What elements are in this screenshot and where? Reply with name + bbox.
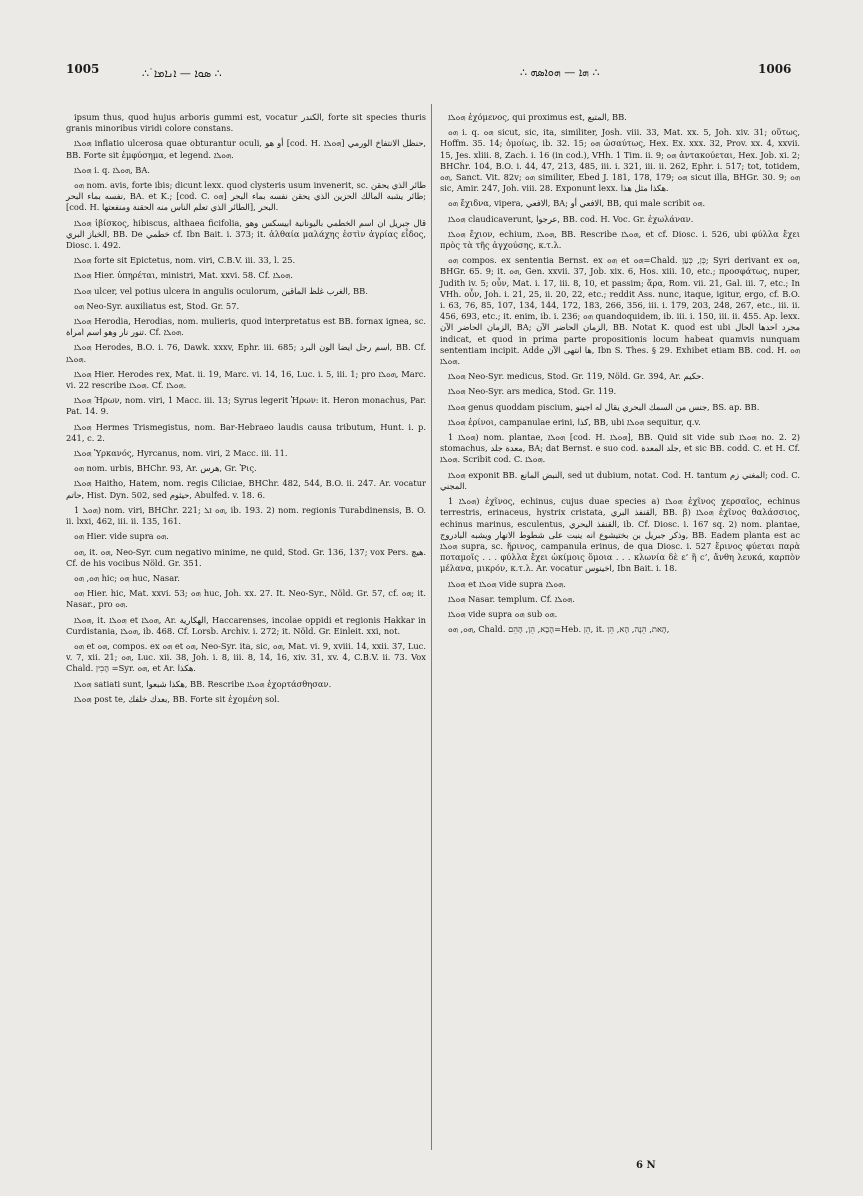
entry: ܗܘ, it. ܗܘ, Neo-Syr. cum negativo minime, ne quid, Stod. Gr. 136, 137; vox Pers. هيچ. Cf. de his vocibus Nöld. Gr. 351. (66, 546, 426, 568)
entry: ܗܘܠܐ Hermes Trismegistus, nom. Bar-Hebraeo laudis causa tributum, Hunt. i. p. 241, c. 2. (66, 421, 426, 443)
entry: ܗܘܠܐ ἐρίνοι, campanulae erini, كذا, BB, ubi ܗܘܠܐ sequitur, q.v. (448, 416, 701, 427)
right-column (440, 112, 800, 639)
entry: ܗܘܠܐ Hier. ὑπηρέται, ministri, Mat. xxvi. 58. Cf. ܗܘܠܐ. (74, 270, 293, 281)
entry: ܗܘܠܐ Neo-Syr. medicus, Stod. Gr. 119, Nöld. Gr. 394, Ar. حكيم. (448, 371, 704, 382)
entry: ܗܘܠܐ Herodia, Herodias, nom. mulieris, quod interpretatus est BB. fornax ignea, sc. تنور نار وهو اسم امراة. Cf. ܗܘܠܐ. (66, 316, 426, 338)
entry: ܗܘܠܐ post te, بعدك خلفك, BB. Forte sit ἐχομένη sol. (74, 693, 280, 704)
entry: ܗܘܠܐ vide supra ܗܘ sub ܗܘ. (448, 608, 558, 619)
right-running-title: ∴ ܗܐ — ܗܘܐܣܗ ∴ (520, 66, 600, 79)
entry: ܗܘܠܐ claudicaverunt, عرجوا, BB. cod. H. Voc. Gr. ἐχωλάναν. (448, 213, 694, 224)
entry: ܗܘ ἔχιδνα, vipera, الافعي, BA; الافعي أو, BB, qui male scribit ܗܘ. (448, 198, 706, 209)
entry: ܗܘܠܐ Herodes, B.O. i. 76, Dawk. xxxv, Ephr. iii. 685; اسم رجل ايضا الون البرد, BB. Cf. ܗܘܠܐ. (66, 342, 426, 364)
entry: ܗܘܠܐ exponit BB. النبض المانع, sed ut dubium, notat. Cod. H. tantum المغني زم; cod. C. المجني. (440, 469, 800, 491)
entry: ܗܘܠܐ ἰβίσκος, hibiscus, althaea ficifolia, قال جبريل ان اسم الخطمي باليونانية ابيسكس وهو الخباز البري, BB. De خطمي cf. Ibn Bait. i. 373; it. ἀλθαία μαλάχης ἐστὶν ἀγρίας εἶδος, Diosc. i. 492. (66, 217, 426, 251)
entry: ܗܘ et ܗܘ, compos. ex ܗܘ et ܗܘ, Neo-Syr. ita, sic, ܗܘ, Mat. vi. 9, xviii. 14, xxii. 37, Luc. v. 7, xii. 21; ܗܘ, Luc. xii. 38, Joh. i. 8, iii. 8, 14, 16, xiv. 31, xv. 4, C.B.V. ii. 73. Vox Chald. הָכִין =Syr. ܗܘ, et Ar. هكذا. (66, 640, 426, 674)
entry: ܗܘ compos. ex sententia Bernst. ex ܗܘ et ܗܘ=Chald. כְּן, כְּעַן; Syri derivant ex ܗܘ, BHGr. 65. 9; it. ܗܘ, Gen. xxvii. 37, Job. xix. 6, Hos. xiii. 10, etc.; προσφάτως, nuper, Judith iv. 5; οὖν, Mat. i. 17, iii. 8, 10, et passim; ἄρα, Rom. vii. 21, Gal. iii. 7, etc.; In VHh. οὖν, Joh. i. 21, 25, ii. 20, 22, etc.; reddit Ass. nunc, itaque, igitur, ergo, cf. B.O. i. 63, 76, 85, 107, 134, 144, 172, 183, 266, 356, iii. i. 179, 203, 248, 267, etc., iii. ii. 456, 693, etc.; it. enim, ib. i. 236; ܗܘ quandoquidem, ib. iii. i. 150, iii. ii. 455. Ap. lexx. الزمان الحاضر الآن, BA; الزمان الحاضر الآن, BB. Notat K. quod est ubi مجرد احدها الحال indicat, et quod in prima parte propositionis locum habeat quamvis nunquam sententiam incipit. Adde ها انتهى الآن, Ibn S. Thes. § 29. Exhibet etiam BB. cod. H. ܗܘ ܗܘܠܐ. (440, 255, 801, 367)
entry: ܗܘ nom. avis, forte ibis; dicunt lexx. quod clysteris usum invenerit, sc. طائر الذي يحقن نفسه بماء البحر, BA. et K.; [cod. C. ܗܘ] طائر يشبه المالك الحزين الذي يحقن نفسه بماء البحر; [cod. H. الطائر الذي تعلم الناس منه الحقنة ومنفعتها], البحر. (66, 180, 427, 213)
entry: ܗܘܠܐ 1) nom. plantae, ܗܘܠܐ [cod. H. ܗܘܠܐ], BB. Quid sit vide sub ܗܘܠܐ no. 2. 2) stomachus, معدة جلد, BA; dat Bernst. e suo cod. جلد المعدة, et sic BB. codd. C. et H. Cf. ܗܘܠܐ. Scribit cod. C. ܗܘܠܐ. (440, 432, 801, 465)
left-running-title: ∴ ᜒܣܘܐ — ܐܢܐܡܐ ∴ (142, 67, 222, 80)
entry: ܗܘܠܐ Ήρων, nom. viri, 1 Macc. iii. 13; Syrus legerit Ἡρων: it. Heron monachus, Par. Pat. 14. 9. (66, 395, 426, 417)
entry: ܗܘ i. q. ܗܘ sicut, sic, ita, similiter, Josh. viii. 33, Mat. xx. 5, Joh. xiv. 31; οὕτως, Hoffm. 35. 14; ὁμοίως, ib. 32. 15; ܗܘ ὡσαύτως, Hex. Ex. xxx. 32, Prov. xx. 4, xxvii. 15, Jes. xliii. 8, Zach. i. 16 (in cod.), VHh. 1 Tim. ii. 9; ܗܘ ἀντακούεται, Hex. Job. xi. 2; BHChr. 104, B.O. i. 44, 47, 213, 485, iii. i. 321, iii. ii. 262, Ephr. i. 517; tot, totidem, ܗܘ, Sanct. Vit. 82v; ܗܘ similiter, Ebed J. 181, 178, 179; ܗܘ sicut illa, BHGr. 30. 9; ܗܘ sic, Amir. 247, Joh. viii. 28. Exponunt lexx. هكذا مثل هذا. (440, 127, 800, 194)
entry: ܗܘܠܐ i. q. ܗܘܠܐ, BA. (74, 164, 151, 175)
entry: ܗܘ Neo-Syr. auxiliatus est, Stod. Gr. 57. (74, 300, 240, 311)
column-rule (431, 104, 432, 1150)
entry: ܗܘܠ 1) nom. viri, BHChr. 221; ܗܘ ܐܠ, ib. 193. 2) nom. regionis Turabdinensis, B. O. ii. lxxi, 462, iii. ii. 135, 161. (66, 504, 427, 527)
entry: ܗܘ Hier. vide supra ܗܘ. (74, 531, 169, 542)
entry: ܗܘܠܐ Haitho, Hatem, nom. regis Ciliciae, BHChr. 482, 544, B.O. ii. 247. Ar. vocatur حاتم, Hist. Dyn. 502, sed حيثوم, Abulfed. v. 18. 6. (66, 478, 426, 500)
entry: ܗܘ nom. urbis, BHChr. 93, Ar. هرس, Gr. Ῥις. (74, 463, 257, 474)
entry: ܗܘܠܐ ἐχόμενος, qui proximus est, المتبع, BB. (448, 112, 627, 122)
entry: ܗܘܠܐ Nasar. templum. Cf. ܗܘܠܐ. (448, 593, 575, 604)
entry: ܗܘ, ܗܘ, Chald. הָכָא, הֵן, הָהֵם=Heb. הֵן, it. הָאת, הֵנָה, הָא, הֵן, (448, 624, 670, 635)
signature-mark: 6 N (636, 1160, 656, 1171)
entry: ܗܘܠܐ satiati sunt, هكذا شبعوا, BB. Rescribe ܗܘܠܐ ἐχορτάσθησαν. (74, 678, 332, 689)
entry: ܗܘܠܐ inflatio ulcerosa quae obturantur oculi, أو هو [cod. H. ܗܘܠܐ] حنظل الانتفاخ الورمي, BB. Forte sit ἐμφύσημα, et legend. ܗܘܠܐ. (66, 138, 426, 160)
entry: ܗܘܠܐ 1) ἐχῖνος, echinus, cujus duae species a) ܗܘܠܐ ἐχῖνος χερσαῖος, echinus terrestris, erinaceus, hystrix cristata, القنفذ البري, BB. β) ܗܘܠܐ ἐχῖνος θαλάσσιος, echinus marinus, esculentus, القنفذ البحري, ib. Cf. Diosc. i. 167 sq. 2) nom. plantae, وذكر جبريل بن بختيشوع انه ينبت على شطوط الانهار ويشبه البادروج, BB. Eadem planta est ac ܗܘܠܐ supra, sc. ἥρινος, campanula erinus, de qua Diosc. i. 527 ἔρινος φύεται παρὰ ποταμοῖς . . . φύλλα ἔχει ὠκίμοις ὅμοια . . . κλωνία δὲ ε’ ἢ ϲ’, ἄνθη λευκά, καρπὸν μέλανα, μικρόν, κ.τ.λ. Ar. vocatur اخينوس, Ibn Bait. i. 18. (440, 496, 801, 574)
entry: ܗܘܠܐ forte sit Epictetus, nom. viri, C.B.V. iii. 33, l. 25. (74, 255, 296, 266)
entry: ܗܘ, ܗܘ hic; ܗܘ huc, Nasar. (74, 572, 180, 583)
entry: ܗܘܠܐ, it. ܗܘܠܐ et ܗܘܠܐ, Ar. الهكارية, Haccarenses, incolae oppidi et regionis Hakkar in Curdistania, ܗܘܠܐ, ib. 468. Cf. Lorsb. Archiv. i. 272; it. Nöld. Gr. Einleit. xxi, not. (66, 614, 426, 636)
entry: ܗܘܠܐ Neo-Syr. ars medica, Stod. Gr. 119. (448, 386, 617, 397)
entry: ܗܘܠܐ ἔχιον, echium, ܗܘܠܐ, BB. Rescribe ܗܘܠܐ, et cf. Diosc. i. 526, ubi φύλλα ἔχει πρὸς τὰ τῆς ἀγχούσης, κ.τ.λ. (440, 228, 800, 251)
left-page-number: 1005 (66, 62, 100, 76)
left-column (66, 112, 426, 709)
entry: ܗܘܠܐ genus quoddam piscium, جنس من السمك البحري يقال له اجينو, BS. ap. BB. (448, 401, 760, 412)
entry: ܗܘܠܐ ulcer, vel potius ulcera in angulis oculorum, الغرب غلظ الماقين, BB. (74, 285, 368, 296)
entry: ܗܘܠܐ Ὑρκανός, Hyrcanus, nom. viri, 2 Macc. iii. 11. (74, 448, 288, 459)
right-page-number: 1006 (758, 62, 792, 76)
entry: ܗܘܠܐ Hier. Herodes rex, Mat. ii. 19, Marc. vi. 14, 16, Luc. i. 5, iii. 1; pro ܗܘܠܐ, Marc. vi. 22 rescribe ܗܘܠܐ. Cf. ܗܘܠܐ. (66, 368, 426, 391)
entry: ܗܘ Hier. hic, Mat. xxvi. 53; ܗܘ huc, Joh. xx. 27. It. Neo-Syr., Nöld. Gr. 57, cf. ܗܘ; it. Nasar., pro ܗܘ. (66, 588, 426, 610)
entry: ܗܘܠܐ et ܗܘܠܐ vide supra ܗܘܠܐ. (448, 578, 566, 589)
entry: ipsum thus, quod hujus arboris gummi est, vocatur الكندر, forte sit species thuris granis minoribus viridi colore constans. (66, 112, 426, 134)
